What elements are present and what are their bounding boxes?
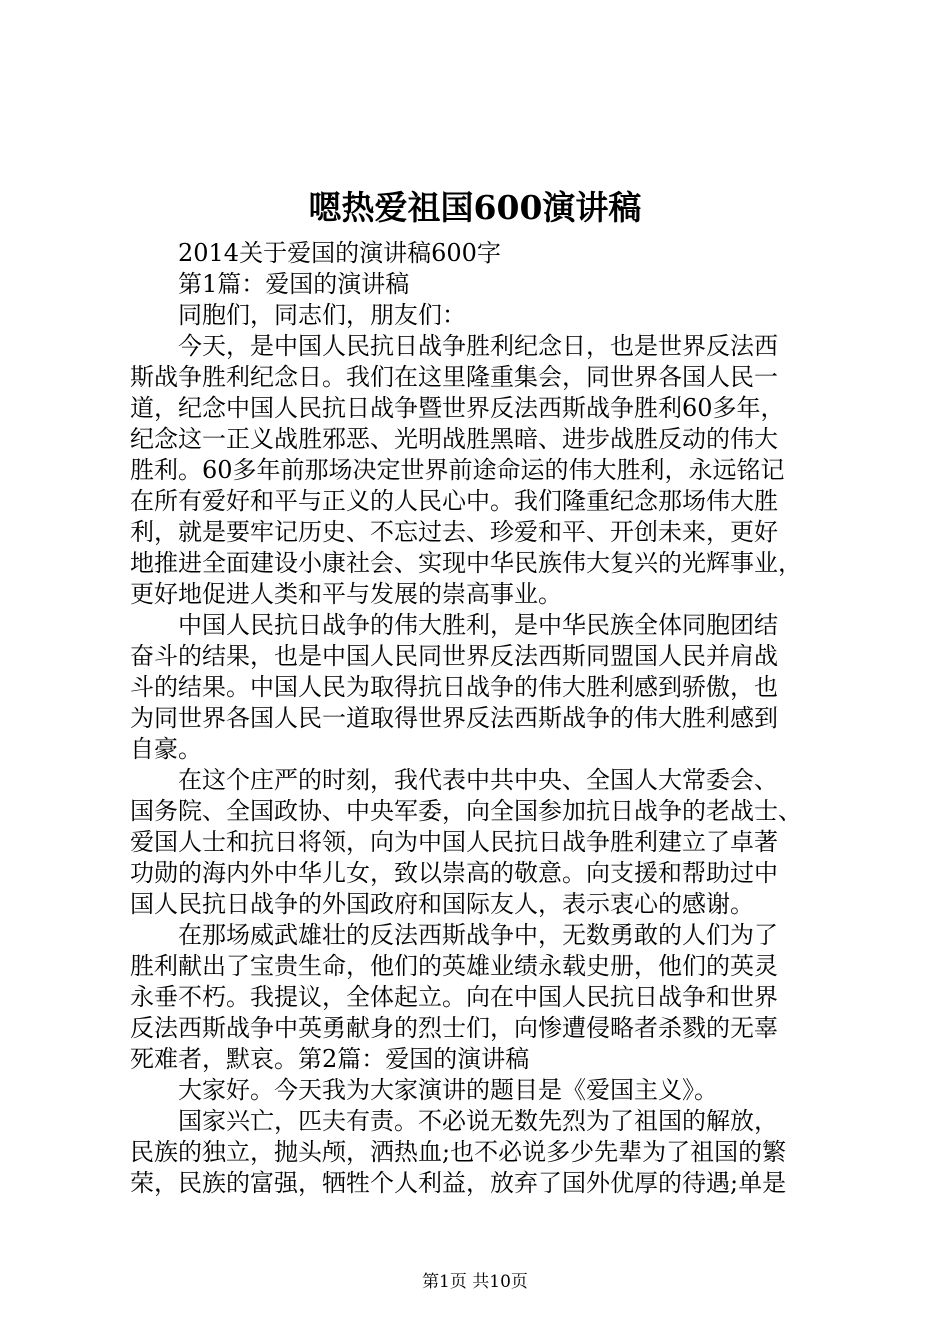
text-line: 在那场威武雄壮的反法西斯战争中，无数勇敢的人们为了 bbox=[178, 921, 778, 949]
text-line: 利，就是要牢记历史、不忘过去、珍爱和平、开创未来，更好 bbox=[130, 518, 778, 546]
text-line: 更好地促进人类和平与发展的崇高事业。 bbox=[130, 580, 562, 608]
text-line: 同胞们，同志们，朋友们： bbox=[178, 301, 466, 329]
text-line: 国家兴亡，匹夫有责。不必说无数先烈为了祖国的解放， bbox=[178, 1107, 778, 1135]
text-line: 地推进全面建设小康社会、实现中华民族伟大复兴的光辉事业， bbox=[130, 549, 802, 577]
text-line: 为同世界各国人民一道取得世界反法西斯战争的伟大胜利感到 bbox=[130, 704, 778, 732]
text-line: 永垂不朽。我提议，全体起立。向在中国人民抗日战争和世界 bbox=[130, 983, 778, 1011]
text-line: 奋斗的结果，也是中国人民同世界反法西斯同盟国人民并肩战 bbox=[130, 642, 778, 670]
page-footer: 第1页 共10页 bbox=[422, 1272, 528, 1292]
text-line: 纪念这一正义战胜邪恶、光明战胜黑暗、进步战胜反动的伟大 bbox=[130, 425, 778, 453]
text-line: 胜利献出了宝贵生命，他们的英雄业绩永载史册，他们的英灵 bbox=[130, 952, 778, 980]
text-line: 胜利。60多年前那场决定世界前途命运的伟大胜利，永远铭记 bbox=[130, 456, 785, 484]
text-line: 死难者，默哀。第2篇：爱国的演讲稿 bbox=[130, 1045, 530, 1073]
text-line: 第1篇：爱国的演讲稿 bbox=[178, 270, 410, 298]
text-line: 功勋的海内外中华儿女，致以崇高的敬意。向支援和帮助过中 bbox=[130, 859, 778, 887]
text-line: 中国人民抗日战争的伟大胜利，是中华民族全体同胞团结 bbox=[178, 611, 778, 639]
text-line: 民族的独立，抛头颅，洒热血;也不必说多少先辈为了祖国的繁 bbox=[130, 1138, 787, 1166]
text-line: 反法西斯战争中英勇献身的烈士们，向惨遭侵略者杀戮的无辜 bbox=[130, 1014, 778, 1042]
text-line: 国务院、全国政协、中央军委，向全国参加抗日战争的老战士、 bbox=[130, 797, 802, 825]
text-line: 在这个庄严的时刻，我代表中共中央、全国人大常委会、 bbox=[178, 766, 778, 794]
text-line: 2014关于爱国的演讲稿600字 bbox=[178, 239, 501, 267]
text-line: 今天，是中国人民抗日战争胜利纪念日，也是世界反法西 bbox=[178, 332, 778, 360]
document-body bbox=[130, 238, 830, 1199]
text-line: 荣，民族的富强，牺牲个人利益，放弃了国外优厚的待遇;单是 bbox=[130, 1169, 787, 1197]
text-line: 斯战争胜利纪念日。我们在这里隆重集会，同世界各国人民一 bbox=[130, 363, 778, 391]
text-line: 道，纪念中国人民抗日战争暨世界反法西斯战争胜利60多年， bbox=[130, 394, 785, 422]
text-line: 自豪。 bbox=[130, 735, 202, 763]
text-line: 斗的结果。中国人民为取得抗日战争的伟大胜利感到骄傲，也 bbox=[130, 673, 778, 701]
document-title: 嗯热爱祖国600演讲稿 bbox=[308, 188, 642, 227]
text-line: 爱国人士和抗日将领，向为中国人民抗日战争胜利建立了卓著 bbox=[130, 828, 778, 856]
text-line: 国人民抗日战争的外国政府和国际友人，表示衷心的感谢。 bbox=[130, 890, 754, 918]
text-line: 大家好。今天我为大家演讲的题目是《爱国主义》。 bbox=[178, 1076, 718, 1104]
text-line: 在所有爱好和平与正义的人民心中。我们隆重纪念那场伟大胜 bbox=[130, 487, 778, 515]
